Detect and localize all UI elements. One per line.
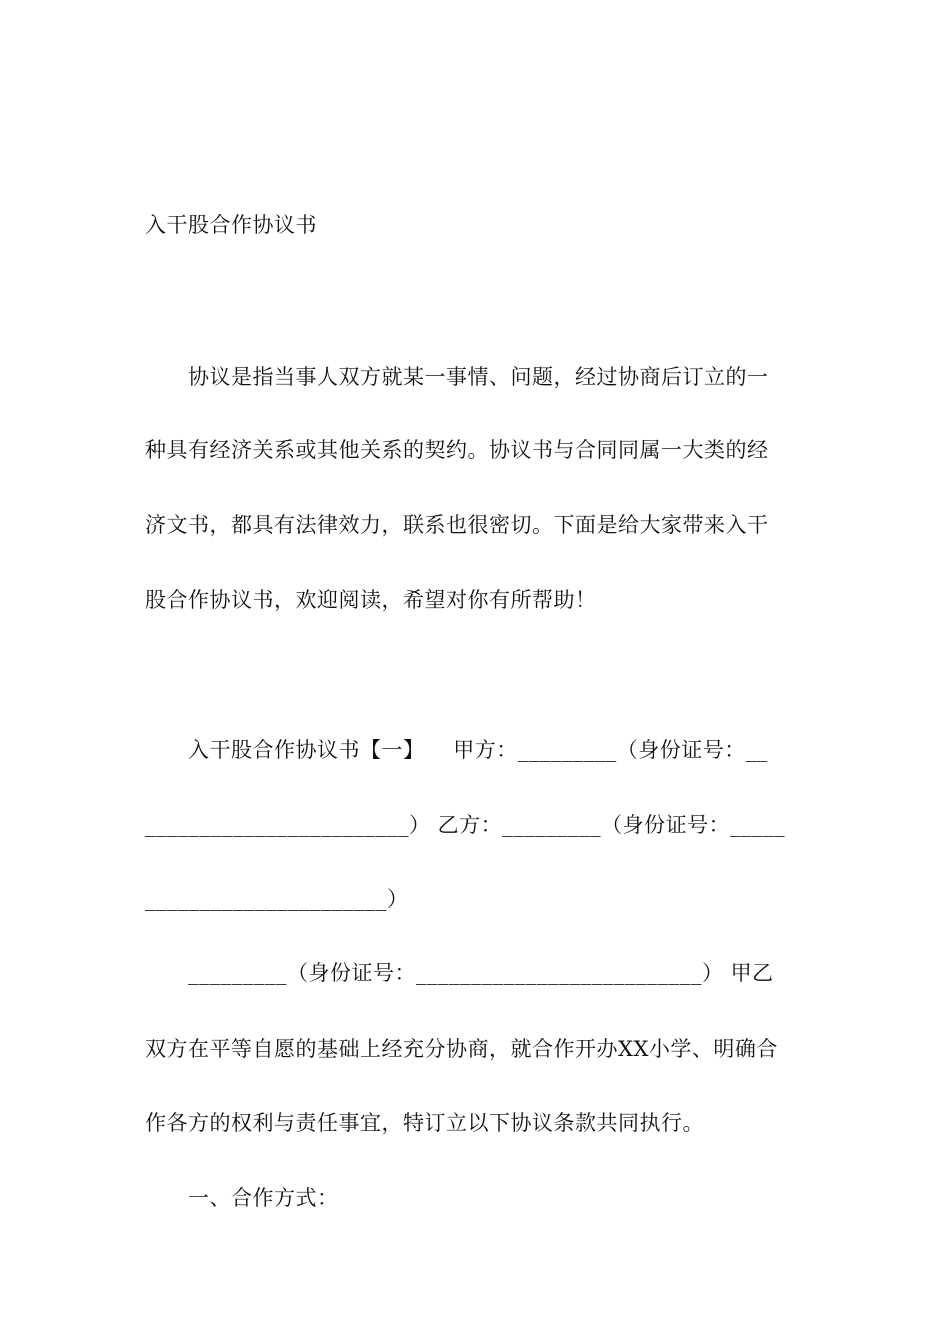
- intro-line-1: 协议是指当事人双方就某一事情、问题，经过协商后订立的一: [188, 365, 769, 389]
- body-line-6: 作各方的权利与责任事宜，特订立以下协议条款共同执行。: [145, 1111, 704, 1135]
- intro-line-3: 济文书，都具有法律效力，联系也很密切。下面是给大家带来入干: [145, 513, 769, 537]
- body-line-4: _________（身份证号：__________________________） 甲乙: [188, 961, 774, 985]
- body-line-3: ______________________）: [145, 887, 409, 911]
- intro-line-2: 种具有经济关系或其他关系的契约。协议书与合同同属一大类的经: [145, 438, 769, 462]
- body-line-5: 双方在平等自愿的基础上经充分协商，就合作开办XX小学、明确合: [145, 1037, 778, 1061]
- section-heading: 一、合作方式：: [188, 1186, 339, 1210]
- body-line-2: ________________________） 乙方：_________（身份证号：_____: [145, 813, 786, 837]
- intro-line-4: 股合作协议书，欢迎阅读，希望对你有所帮助！: [145, 588, 597, 612]
- body-line-1: 入干股合作协议书【一】 甲方：_________（身份证号：__: [188, 738, 768, 762]
- document-title: 入干股合作协议书: [145, 213, 317, 237]
